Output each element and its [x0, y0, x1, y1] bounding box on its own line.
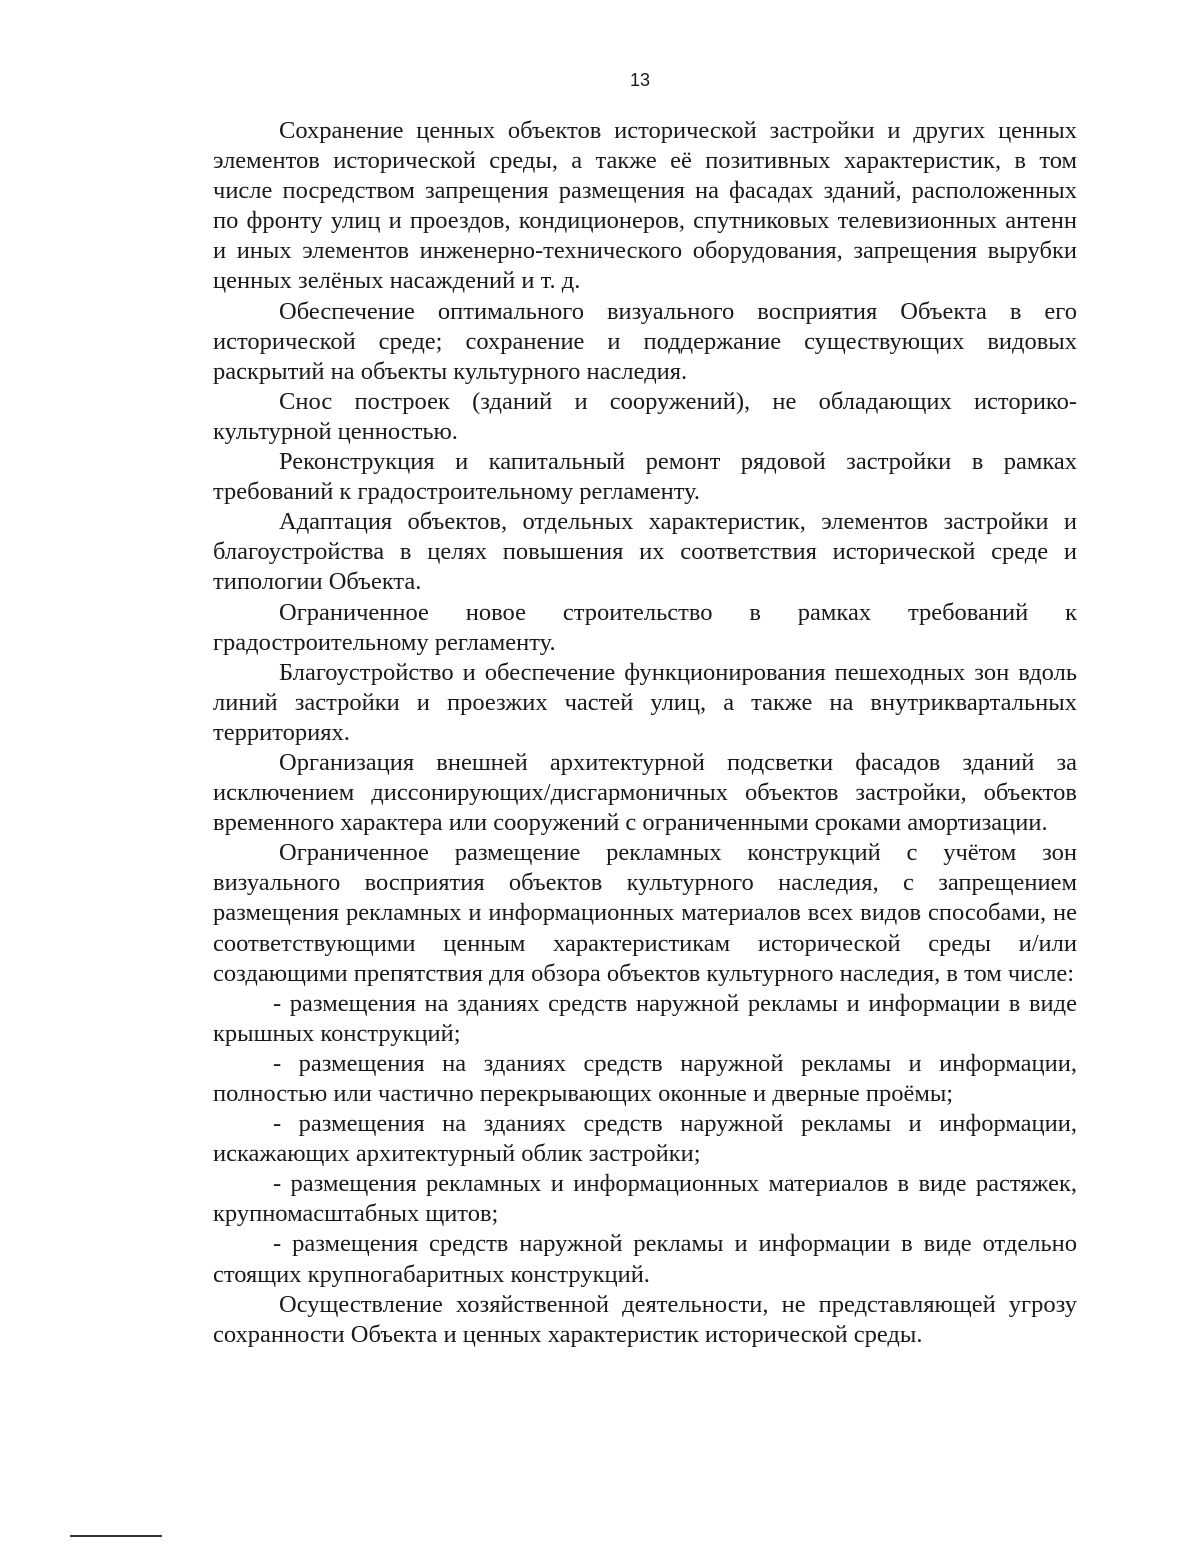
- paragraph-advertising: Ограниченное размещение рекламных конструкций с учётом зон визуального восприятия объектов культурного наследия, с запрещением размещения рекламных и информационных материалов всех видов способами, не соответствующими ценным характеристикам исторической среды и/или создающими препятствия для обзора объектов культурного наследия, в том числе:: [213, 839, 1077, 987]
- paragraph-preservation: Сохранение ценных объектов исторической застройки и других ценных элементов исторической среды, а также её позитивных характеристик, в том числе посредством запрещения размещения на фасадах зданий, расположенных по фронту улиц и проездов, кондиционеров, спутниковых телевизионных антенн и иных элементов инженерно-технического оборудования, запрещения вырубки ценных зелёных насаждений и т. д.: [213, 117, 1077, 295]
- paragraph-adaptation: Адаптация объектов, отдельных характеристик, элементов застройки и благоустройства в целях повышения их соответствия исторической среде и типологии Объекта.: [213, 508, 1077, 596]
- document-body: [213, 116, 1077, 1350]
- paragraph-new-construction: Ограниченное новое строительство в рамках требований к градостроительному регламенту.: [213, 598, 1077, 656]
- paragraph-visual-perception: Обеспечение оптимального визуального восприятия Объекта в его исторической среде; сохранение и поддержание существующих видовых раскрытий на объекты культурного наследия.: [213, 297, 1077, 385]
- list-item: - размещения рекламных и информационных материалов в виде растяжек, крупномасштабных щитов;: [213, 1170, 1077, 1228]
- paragraph-reconstruction: Реконструкция и капитальный ремонт рядовой застройки в рамках требований к градостроительному регламенту.: [213, 448, 1077, 506]
- footnote-rule: [70, 1535, 162, 1537]
- paragraph-lighting: Организация внешней архитектурной подсветки фасадов зданий за исключением диссонирующих/дисгармоничных объектов застройки, объектов временного характера или сооружений с ограниченными сроками амортизации.: [213, 748, 1077, 837]
- list-item: - размещения на зданиях средств наружной рекламы и информации в виде крышных конструкций;: [213, 989, 1077, 1047]
- paragraph-pedestrian-zones: Благоустройство и обеспечение функционирования пешеходных зон вдоль линий застройки и проезжих частей улиц, а также на внутриквартальных территориях.: [213, 658, 1077, 746]
- list-item: - размещения средств наружной рекламы и информации в виде отдельно стоящих крупногабаритных конструкций.: [213, 1230, 1077, 1288]
- list-item: - размещения на зданиях средств наружной рекламы и информации, полностью или частично перекрывающих оконные и дверные проёмы;: [213, 1049, 1077, 1107]
- list-item: - размещения на зданиях средств наружной рекламы и информации, искажающих архитектурный облик застройки;: [213, 1110, 1077, 1168]
- paragraph-demolition: Снос построек (зданий и сооружений), не обладающих историко-культурной ценностью.: [213, 387, 1077, 445]
- paragraph-economic-activity: Осуществление хозяйственной деятельности, не представляющей угрозу сохранности Объекта и ценных характеристик исторической среды.: [213, 1290, 1077, 1348]
- page-number: 13: [629, 70, 651, 90]
